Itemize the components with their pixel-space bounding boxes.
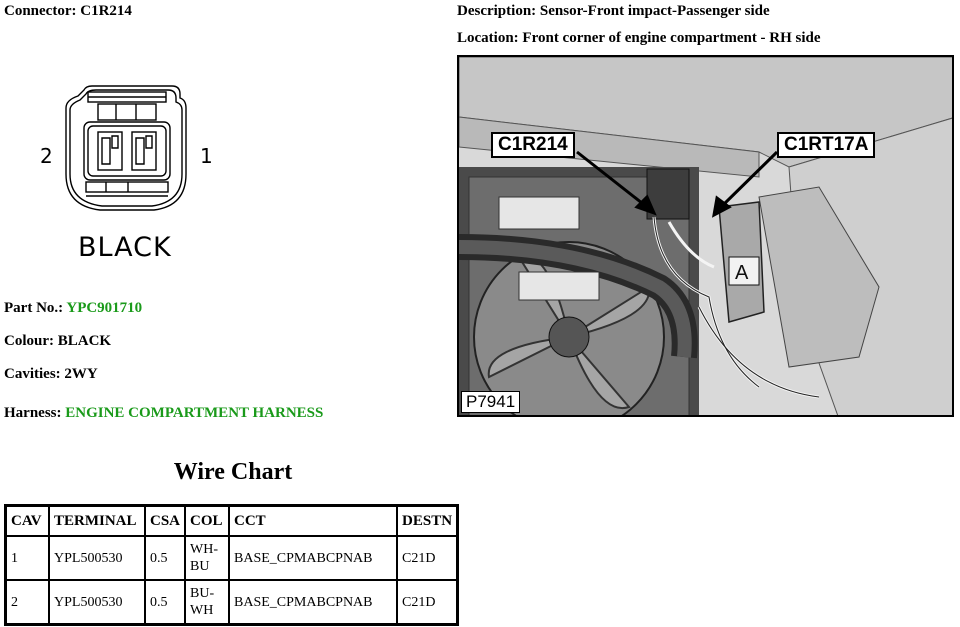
cavities-row: [4, 366, 98, 383]
location-photo: [457, 55, 954, 417]
connector-face-diagram: [40, 78, 220, 228]
location-label: Location:: [457, 30, 519, 46]
cell-cct: BASE_CPMABCPNAB: [229, 580, 397, 625]
connector-colour-caption: BLACK: [78, 232, 172, 263]
cell-col-line-1: BU-: [190, 586, 215, 601]
wire-chart-table: [4, 504, 459, 626]
description-label: Description:: [457, 3, 537, 19]
pin-2-label: 2: [40, 144, 53, 168]
header-col: COL: [185, 506, 229, 537]
cell-destn: C21D: [397, 580, 458, 625]
table-row: [6, 536, 458, 580]
part-number-label: Part No.:: [4, 300, 64, 316]
engine-bay-illustration: [459, 57, 954, 417]
callout-c1r214: C1R214: [491, 132, 575, 158]
cell-terminal: YPL500530: [49, 536, 145, 580]
cell-destn: C21D: [397, 536, 458, 580]
colour-row: [4, 333, 111, 350]
header-terminal: TERMINAL: [49, 506, 145, 537]
cell-cav: 1: [6, 536, 50, 580]
connector-label: Connector:: [4, 3, 77, 19]
part-number-row: [4, 300, 142, 317]
header-destn: DESTN: [397, 506, 458, 537]
cell-cav: 2: [6, 580, 50, 625]
cell-col-line-2: WH: [190, 603, 214, 618]
harness-row: [4, 405, 323, 422]
cell-col-line-1: WH-: [190, 542, 219, 557]
table-row: [6, 580, 458, 625]
description-value: Sensor-Front impact-Passenger side: [539, 3, 770, 19]
cavities-label: Cavities:: [4, 366, 61, 382]
cell-csa: 0.5: [145, 536, 185, 580]
part-number-value[interactable]: YPC901710: [66, 300, 143, 316]
harness-value[interactable]: ENGINE COMPARTMENT HARNESS: [65, 405, 324, 421]
cell-col: [185, 580, 229, 625]
pin-1-label: 1: [200, 144, 213, 168]
photo-id-label: P7941: [461, 391, 520, 413]
location-heading: [457, 30, 821, 47]
header-cav: CAV: [6, 506, 50, 537]
cell-col: [185, 536, 229, 580]
colour-value: BLACK: [57, 333, 112, 349]
connector-heading: [4, 3, 132, 20]
cell-terminal: YPL500530: [49, 580, 145, 625]
table-header-row: [6, 506, 458, 537]
callout-c1rt17a: C1RT17A: [777, 132, 875, 158]
colour-label: Colour:: [4, 333, 54, 349]
cell-cct: BASE_CPMABCPNAB: [229, 536, 397, 580]
description-heading: [457, 3, 770, 20]
harness-label: Harness:: [4, 405, 62, 421]
cavities-value: 2WY: [64, 366, 98, 382]
bracket-mark-label: A: [735, 262, 749, 284]
header-csa: CSA: [145, 506, 185, 537]
cell-col-line-2: BU: [190, 559, 210, 574]
wire-chart-title: Wire Chart: [173, 459, 293, 485]
location-value: Front corner of engine compartment - RH side: [522, 30, 821, 46]
cell-csa: 0.5: [145, 580, 185, 625]
header-cct: CCT: [229, 506, 397, 537]
connector-value: C1R214: [80, 3, 132, 19]
